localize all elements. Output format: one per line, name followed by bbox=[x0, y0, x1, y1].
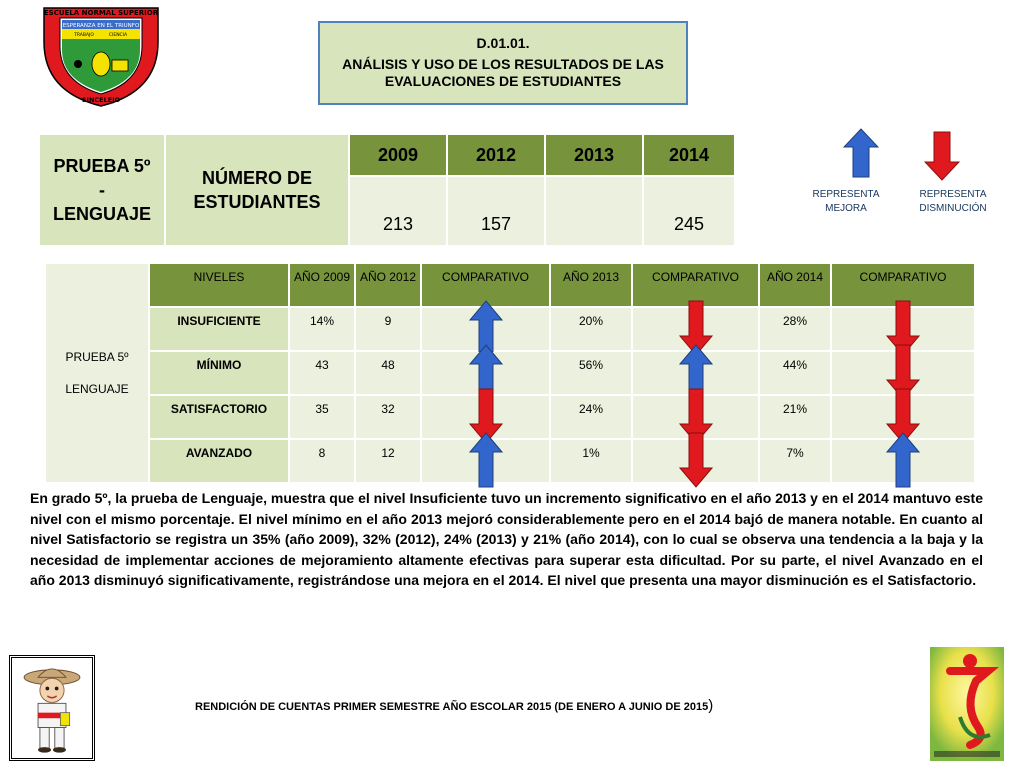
school-crest-logo bbox=[36, 2, 166, 108]
legend-decrease-line-1: REPRESENTA bbox=[919, 189, 987, 200]
side-label-line-1: PRUEBA 5º bbox=[65, 350, 129, 364]
crest-ring-text: ESCUELA NORMAL SUPERIOR bbox=[43, 9, 159, 17]
student-count: 213 bbox=[350, 177, 446, 245]
value-2012: 12 bbox=[356, 440, 420, 482]
legend-up-arrow-icon bbox=[843, 128, 879, 178]
document-title: ANÁLISIS Y USO DE LOS RESULTADOS DE LAS EVALUACIONES DE ESTUDIANTES bbox=[342, 56, 664, 89]
legend-down-arrow-icon bbox=[924, 131, 960, 181]
table-row bbox=[46, 308, 974, 350]
level-name: INSUFICIENTE bbox=[150, 308, 288, 350]
year-header: 2009 bbox=[350, 135, 446, 175]
down-arrow-icon bbox=[679, 432, 713, 488]
students-label-line-2: ESTUDIANTES bbox=[193, 192, 321, 212]
year-header: 2012 bbox=[448, 135, 544, 175]
column-header: COMPARATIVO bbox=[633, 264, 758, 306]
value-2014: 21% bbox=[760, 396, 830, 438]
crest-word-2: CIENCIA bbox=[108, 33, 128, 38]
level-name: SATISFACTORIO bbox=[150, 396, 288, 438]
crest-city: SINCELEJO bbox=[81, 96, 121, 104]
value-2012: 9 bbox=[356, 308, 420, 350]
comparison-cell bbox=[422, 440, 549, 482]
value-2013: 56% bbox=[551, 352, 631, 394]
students-label-cell bbox=[166, 135, 348, 245]
legend-improvement-line-2: MEJORA bbox=[825, 203, 867, 214]
analysis-paragraph: En grado 5º, la prueba de Lenguaje, muestra que el nivel Insuficiente tuvo un incremento significativo en el año 2013 y en el 2014 mantuvo este nivel con el mismo porcentaje. El nivel mínimo en el año 2013 mejoró considerablemente pero en el 2014 bajó de manera notable. En cuanto al nivel Satisfactorio se registra un 35% (año 2009), 32% (2012), 24% (2013) y 21% (año 2014), con lo cual se observa una tendencia a la baja y la necesidad de implementar acciones de mejoramiento altamente efectivas para superar esta dificultad. Por su parte, el nivel Avanzado en el año 2013 disminuyó significativamente, registrándose una mejora en el 2014. El nivel que presenta una mayor disminución es el Satisfactorio. bbox=[30, 490, 983, 588]
student-count bbox=[546, 177, 642, 245]
document-header bbox=[318, 21, 688, 105]
value-2012: 48 bbox=[356, 352, 420, 394]
column-header: AÑO 2012 bbox=[356, 264, 420, 306]
test-label-cell bbox=[40, 135, 164, 245]
level-name: AVANZADO bbox=[150, 440, 288, 482]
summary-table bbox=[38, 133, 736, 247]
value-2013: 24% bbox=[551, 396, 631, 438]
value-2009: 35 bbox=[290, 396, 354, 438]
value-2013: 1% bbox=[551, 440, 631, 482]
value-2013: 20% bbox=[551, 308, 631, 350]
column-header: AÑO 2013 bbox=[551, 264, 631, 306]
value-2012: 32 bbox=[356, 396, 420, 438]
student-count: 157 bbox=[448, 177, 544, 245]
up-arrow-icon bbox=[886, 432, 920, 488]
table-row bbox=[46, 352, 974, 394]
value-2009: 43 bbox=[290, 352, 354, 394]
table-row bbox=[46, 396, 974, 438]
student-count: 245 bbox=[644, 177, 734, 245]
legend-decrease-line-2: DISMINUCIÓN bbox=[919, 203, 987, 214]
student-drawing-image bbox=[9, 655, 95, 761]
column-header: COMPARATIVO bbox=[832, 264, 974, 306]
year-header: 2014 bbox=[644, 135, 734, 175]
footer-close-paren: ) bbox=[708, 697, 714, 714]
legend-decrease bbox=[906, 188, 1000, 216]
year-header: 2013 bbox=[546, 135, 642, 175]
test-label-line-3: LENGUAJE bbox=[52, 204, 151, 224]
legend-improvement-line-1: REPRESENTA bbox=[812, 189, 880, 200]
level-name: MÍNIMO bbox=[150, 352, 288, 394]
crest-word-1: TRABAJO bbox=[74, 33, 94, 38]
comparison-cell bbox=[633, 440, 758, 482]
mascot-logo-image bbox=[930, 647, 1004, 761]
test-label-line-2: - bbox=[99, 180, 105, 200]
column-header: COMPARATIVO bbox=[422, 264, 549, 306]
value-2014: 44% bbox=[760, 352, 830, 394]
crest-motto: ESPERANZA EN EL TRIUNFO bbox=[62, 23, 140, 29]
side-label-line-2: LENGUAJE bbox=[65, 382, 129, 396]
footer-text bbox=[195, 697, 713, 714]
up-arrow-icon bbox=[469, 432, 503, 488]
footer-label: RENDICIÓN DE CUENTAS PRIMER SEMESTRE AÑO ESCOLAR 2015 (DE ENERO A JUNIO DE 2015 bbox=[195, 701, 709, 713]
students-label-line-1: NÚMERO DE bbox=[201, 168, 312, 188]
side-label-cell bbox=[46, 264, 148, 482]
value-2009: 8 bbox=[290, 440, 354, 482]
column-header: AÑO 2014 bbox=[760, 264, 830, 306]
column-header: AÑO 2009 bbox=[290, 264, 354, 306]
value-2014: 7% bbox=[760, 440, 830, 482]
levels-table bbox=[44, 262, 976, 484]
comparison-cell bbox=[832, 440, 974, 482]
value-2009: 14% bbox=[290, 308, 354, 350]
table-row bbox=[46, 440, 974, 482]
document-code: D.01.01. bbox=[476, 35, 530, 51]
column-header: NIVELES bbox=[150, 264, 288, 306]
value-2014: 28% bbox=[760, 308, 830, 350]
legend-improvement bbox=[806, 188, 886, 216]
test-label-line-1: PRUEBA 5º bbox=[53, 156, 151, 176]
